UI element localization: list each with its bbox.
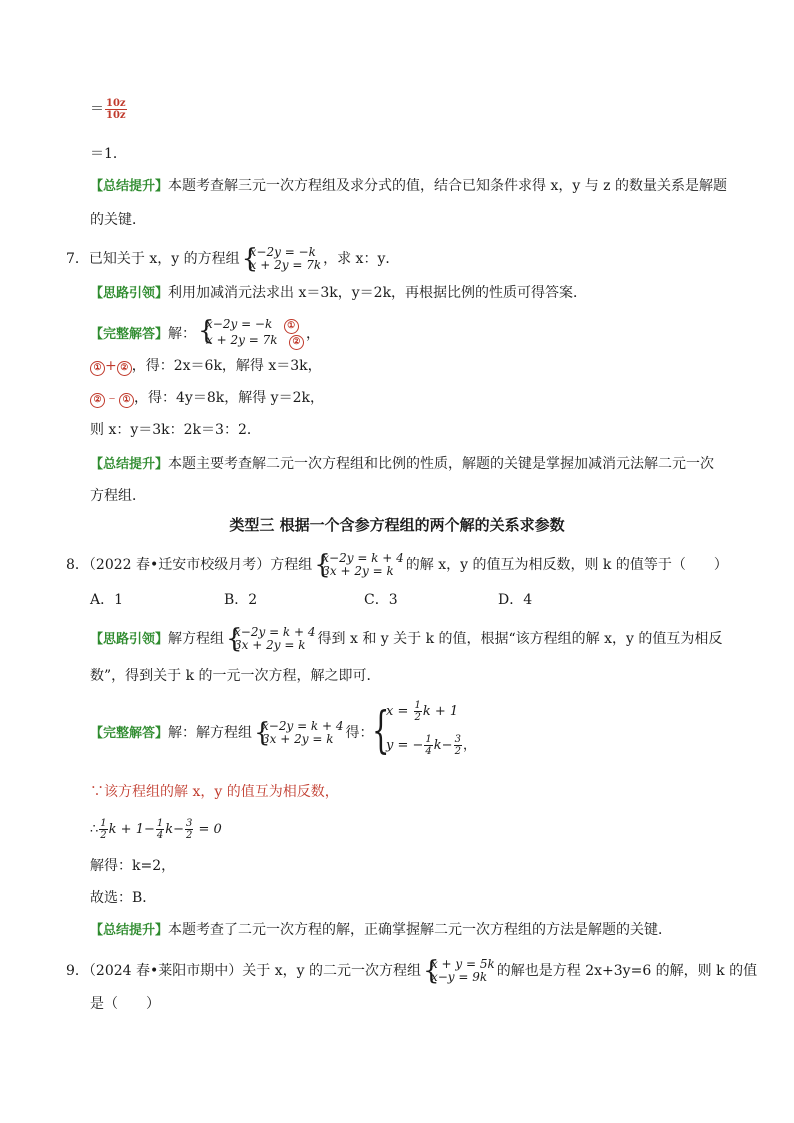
fraction-denominator: 10z <box>106 110 126 121</box>
operator: ﹣ <box>105 390 119 406</box>
question-7 <box>66 246 399 272</box>
equation-2: 3x + 2y = k <box>262 732 334 746</box>
circle-label-2: ② <box>289 335 304 350</box>
question-number: 8． <box>66 557 89 573</box>
equation-1: x−2y = −k <box>249 245 316 259</box>
summary-2 <box>90 454 714 475</box>
equation-2: x + 2y = 7k <box>249 258 322 272</box>
equation-system: { x−2y = k + 4 3x + 2y = k <box>226 624 316 654</box>
solution-tag: 【完整解答】 <box>90 726 169 741</box>
equation-1: x + y = 5k <box>430 957 495 971</box>
question-number: 7． <box>66 251 89 267</box>
solution-tag: 【完整解答】 <box>90 327 169 342</box>
option-d: D．4 <box>498 592 533 608</box>
summary-3 <box>90 920 672 941</box>
solution-mid: 得： <box>345 725 374 741</box>
circle-label: ② <box>90 393 105 408</box>
solution-comma: ， <box>305 326 320 342</box>
result-x: x = $\frac{1}{2}$ k + 1 <box>386 700 459 723</box>
question-text: 已知关于 x，y 的方程组 <box>88 251 240 267</box>
summary-1 <box>90 176 727 197</box>
hint-text: 利用加减消元法求出 x＝3k，y＝2k，再根据比例的性质可得答案． <box>168 285 588 301</box>
fraction-numerator: 10z <box>106 98 126 109</box>
section-heading: 类型三 根据一个含参方程组的两个解的关系求参数 <box>229 516 565 534</box>
option-a: A．1 <box>90 592 124 608</box>
question-text-post: 的解也是方程 2x+3y=6 的解，则 k 的值 <box>496 963 758 979</box>
q7-step-2 <box>90 388 324 408</box>
question-text: （2022 春•迁安市校级月考）方程组 <box>88 557 313 573</box>
q8-choose: 故选：B． <box>90 890 157 906</box>
fraction <box>105 98 127 121</box>
equation-2: x + 2y = 7k ② <box>206 334 304 350</box>
summary-tag: 【总结提升】 <box>90 923 169 938</box>
q7-solution <box>90 318 320 350</box>
question-text-post: 的解 x，y 的值互为相反数，则 k 的值等于（ ） <box>405 557 728 573</box>
equation-system: { x−2y = −k ① x + 2y = 7k ② <box>198 318 304 350</box>
fraction-line: ＝ $\frac{10z}{10z}$ <box>90 98 126 121</box>
circle-label-1: ① <box>284 319 299 334</box>
summary-tag: 【总结提升】 <box>90 179 169 194</box>
summary-2-cont: 方程组． <box>90 488 146 504</box>
equals-one: ＝1． <box>90 146 127 162</box>
solution-text: 解： <box>168 326 197 342</box>
q8-therefore: ∴ $\frac{1}{2}$ k + 1− $\frac{1}{4}$ k− $\frac{3}{2}$ = 0 <box>90 818 222 841</box>
q7-hint <box>90 283 587 304</box>
solution-text: 解：解方程组 <box>168 725 253 741</box>
q8-solve: 解得：k=2， <box>90 858 176 874</box>
circle-label: ① <box>90 361 105 376</box>
question-number: 9． <box>66 963 89 979</box>
equation-1: x−2y = k + 4 <box>234 625 316 639</box>
question-text: （2024 春•莱阳市期中）关于 x，y 的二元一次方程组 <box>88 963 421 979</box>
step-text: ，得：4y＝8k，解得 y＝2k， <box>134 390 324 406</box>
hint-tag: 【思路引领】 <box>90 286 169 301</box>
equation-system: { x−2y = −k x + 2y = 7k <box>241 244 322 274</box>
question-9 <box>66 958 757 984</box>
circle-label: ① <box>119 393 134 408</box>
q8-solution <box>90 720 374 746</box>
hint-text-post: 得到 x 和 y 关于 k 的值，根据“该方程组的解 x，y 的值互为相反 <box>317 631 723 647</box>
result-system <box>372 700 492 764</box>
step-text: ，得：2x＝6k，解得 x＝3k， <box>131 358 322 374</box>
question-8 <box>66 552 728 578</box>
summary-1-cont: 的关键． <box>90 212 146 228</box>
equation-system: { x−2y = k + 4 3x + 2y = k <box>314 550 404 580</box>
q8-hint <box>90 626 722 652</box>
question-text-post: ，求 x：y． <box>323 251 400 267</box>
q7-step-1 <box>90 356 322 376</box>
result-y: y = − $\frac{1}{4}$ k− $\frac{3}{2}$ ， <box>386 734 476 757</box>
equation-2: x−y = 9k <box>430 970 488 984</box>
equation-1: x−2y = −k ① <box>206 318 304 334</box>
equation-2: 3x + 2y = k <box>234 638 306 652</box>
summary-text: 本题考查解三元一次方程组及求分式的值，结合已知条件求得 x，y 与 z 的数量关系是解题 <box>168 178 727 194</box>
equation-1: x−2y = k + 4 <box>262 719 344 733</box>
hint-text: 解方程组 <box>168 631 225 647</box>
question-9-cont: 是（ ） <box>90 996 160 1012</box>
summary-tag: 【总结提升】 <box>90 457 169 472</box>
q8-hint-cont: 数”，得到关于 k 的一元一次方程，解之即可． <box>90 668 381 684</box>
operator: + <box>105 358 117 374</box>
q7-step-3: 则 x：y＝3k：2k＝3：2． <box>90 422 261 438</box>
result-brace: { <box>372 701 390 759</box>
summary-text: 本题考查了二元一次方程的解，正确掌握解二元一次方程组的方法是解题的关键． <box>168 922 673 938</box>
equation-1: x−2y = k + 4 <box>322 551 404 565</box>
hint-tag: 【思路引领】 <box>90 632 169 647</box>
equation-2: 3x + 2y = k <box>322 564 394 578</box>
equation-system: { x−2y = k + 4 3x + 2y = k <box>254 718 344 748</box>
q8-because: ∵该方程组的解 x，y 的值互为相反数， <box>90 784 339 800</box>
summary-text: 本题主要考查解二元一次方程组和比例的性质，解题的关键是掌握加减消元法解二元一次 <box>168 456 715 472</box>
option-c: C．3 <box>364 592 398 608</box>
option-b: B．2 <box>224 592 258 608</box>
equation-system: { x + y = 5k x−y = 9k <box>422 956 495 986</box>
circle-label: ② <box>117 361 132 376</box>
